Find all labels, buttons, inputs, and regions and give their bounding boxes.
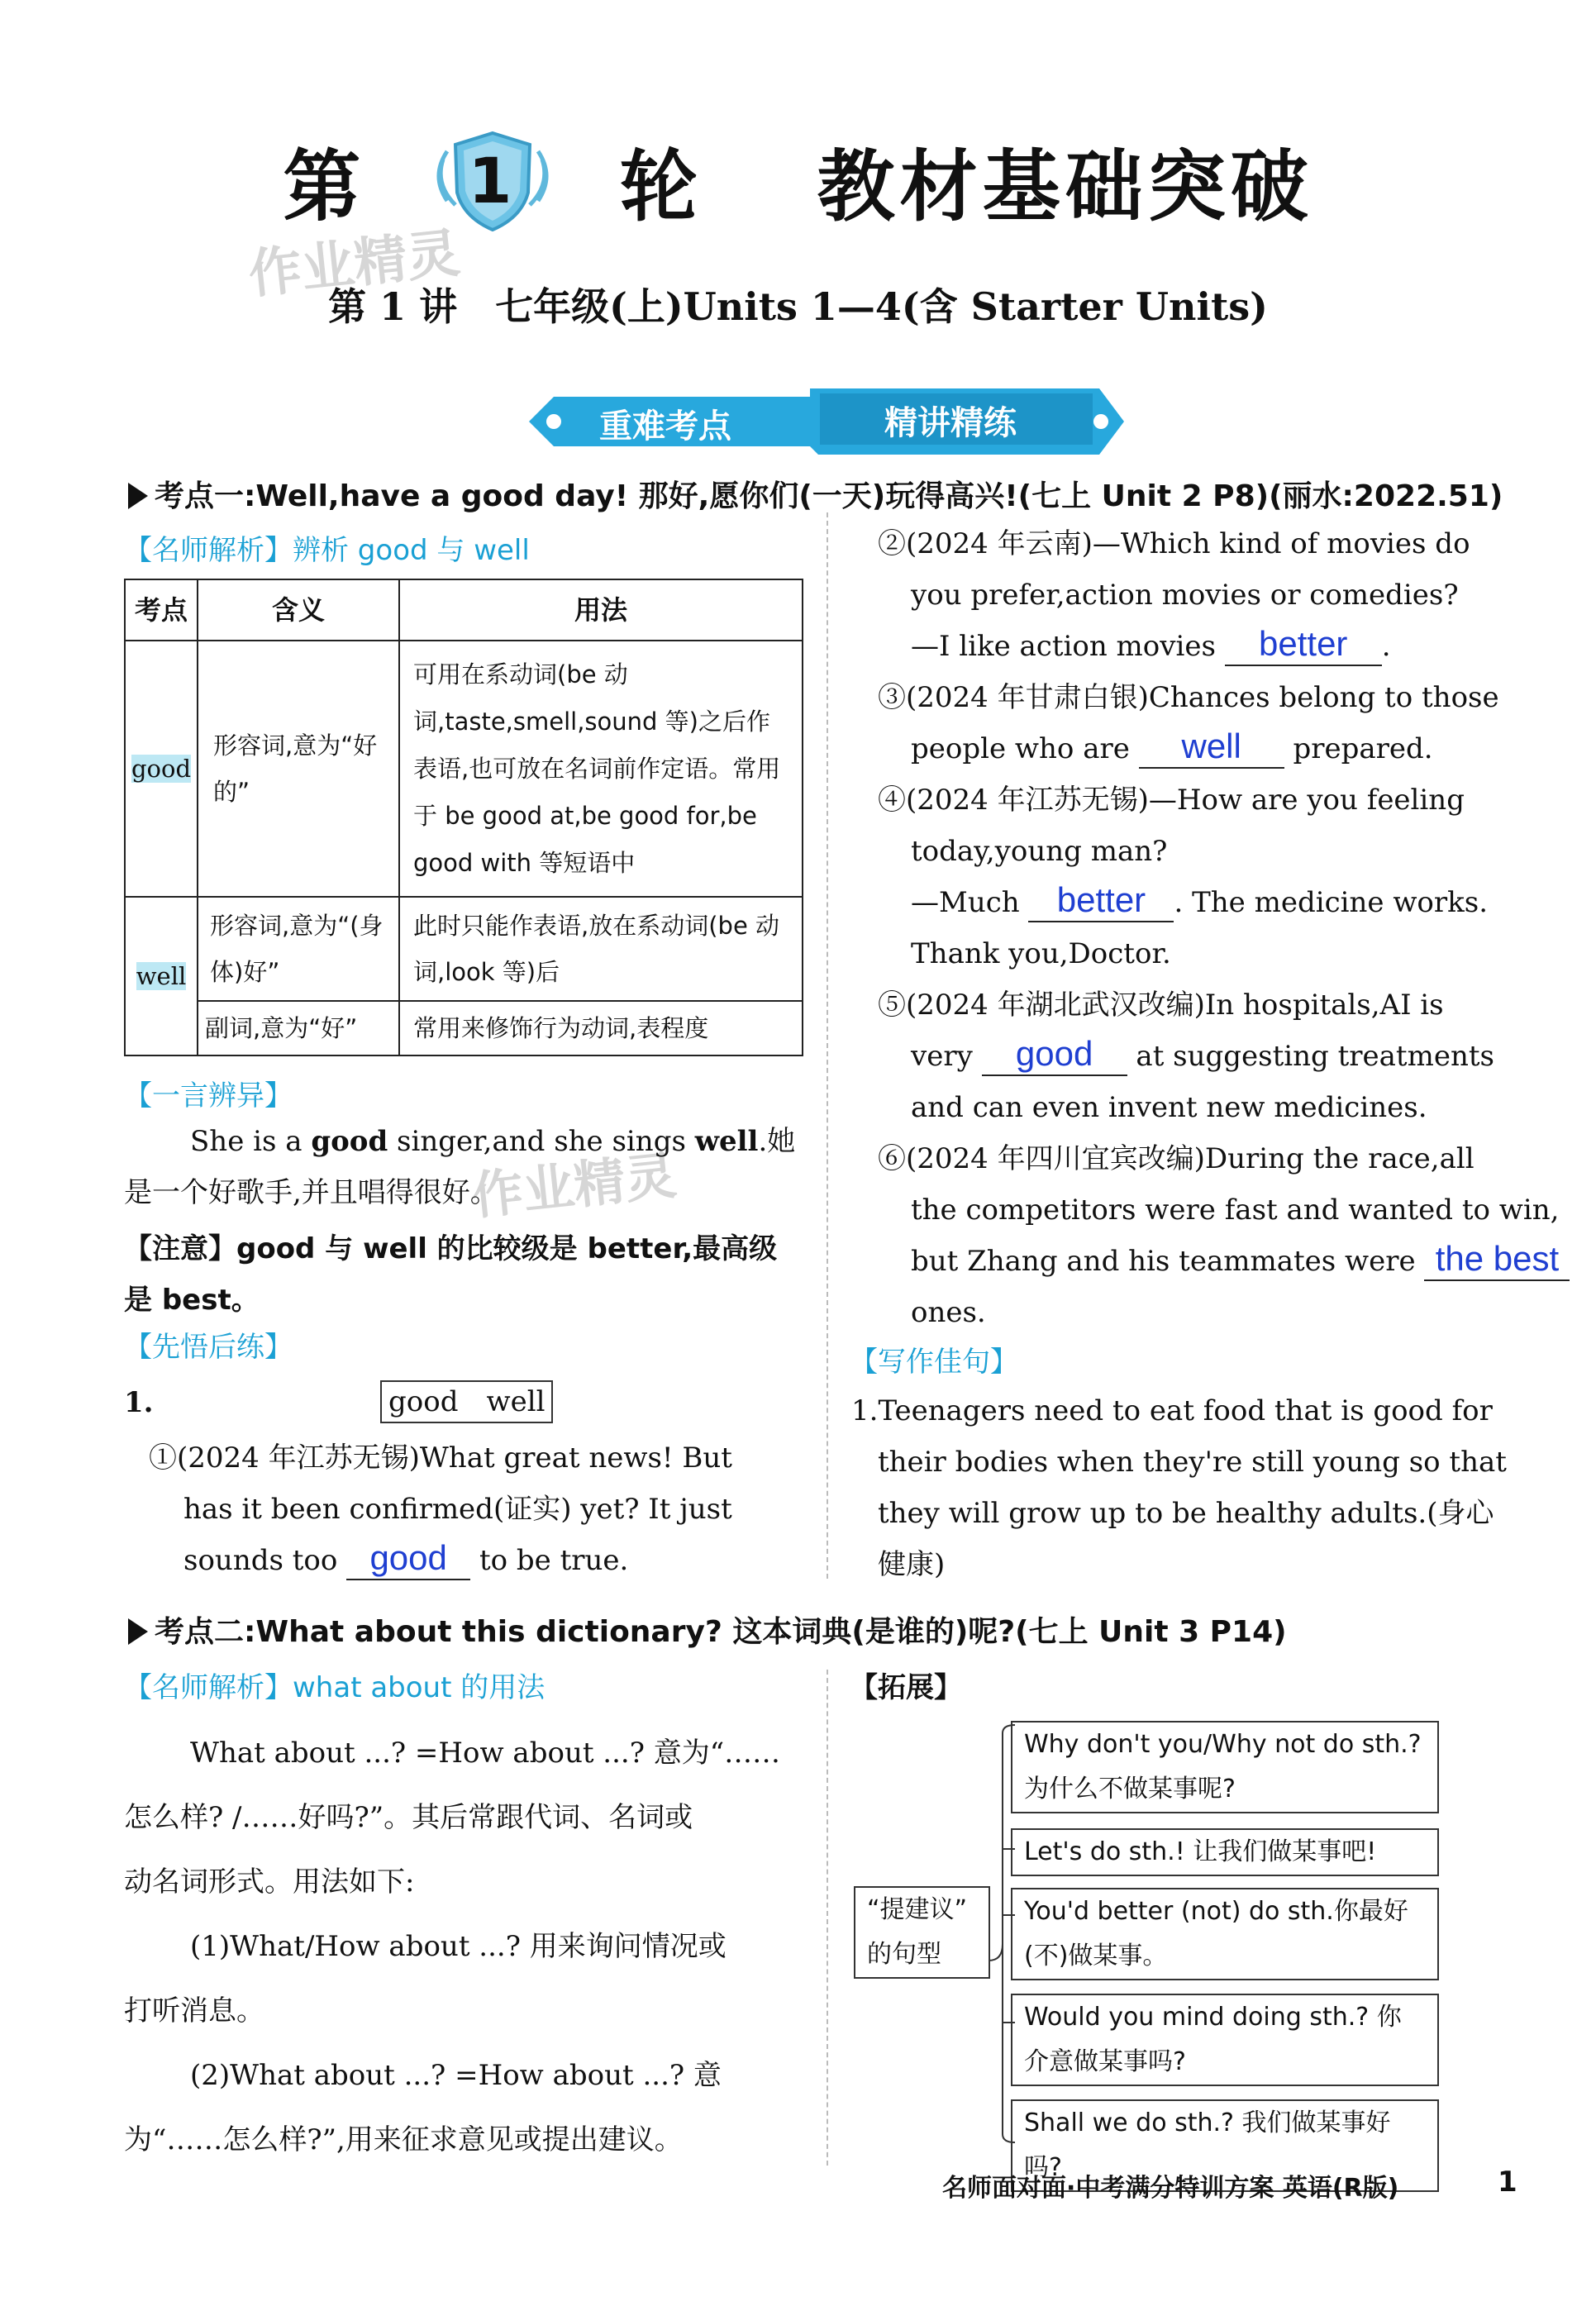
example-sentence: She is a good singer,and she sings well.她是一个好歌手,并且唱得很好。 <box>124 1125 796 1209</box>
table-header-row <box>125 579 803 641</box>
q6-line-c: but Zhang and his teammates were the best <box>911 1236 1570 1287</box>
kp2-p4: (1)What/How about ...? 用来询问情况或 <box>190 1930 727 1963</box>
title-main: 教材基础突破 <box>817 141 1313 232</box>
writing-line-a: 1.Teenagers need to eat food that is good for <box>851 1394 1493 1427</box>
page-number: 1 <box>1498 2166 1517 2199</box>
q2-line-c: —I like action movies better . <box>911 621 1391 672</box>
writing-line-c: they will grow up to be healthy adults.(身心 <box>878 1497 1494 1530</box>
kp1-tag-distinguish: 【一言辨异】 <box>124 1079 293 1113</box>
footer-text: 名师面对面·中考满分特训方案 英语(R版) <box>942 2174 1399 2203</box>
q6-line-a: ⑥(2024 年四川宜宾改编)During the race,all <box>878 1142 1475 1175</box>
kp2-heading: 考点二:What about this dictionary? 这本词典(是谁的)呢?(七上 Unit 3 P14) <box>128 1608 1287 1651</box>
page-title <box>0 124 1596 231</box>
answer-1: good <box>346 1537 470 1580</box>
cell-well-usage-2: 常用来修饰行为动词,表程度 <box>399 1001 803 1055</box>
suggestion-box-5: Shall we do sth.? 我们做某事好吗? <box>1011 2099 1439 2192</box>
kp2-p7: 为“……怎么样?”,用来征求意见或提出建议。 <box>124 2123 683 2156</box>
triangle-icon <box>128 1618 148 1645</box>
suggestion-mindmap <box>850 1713 1445 2182</box>
banner-left-label: 重难考点 <box>599 407 731 446</box>
table-row-well-2 <box>125 1001 803 1055</box>
suggestion-box-2: Let's do sth.! 让我们做某事吧! <box>1011 1828 1439 1876</box>
q6-line-b: the competitors were fast and wanted to win, <box>911 1194 1560 1227</box>
q3-line-b: people who are well prepared. <box>911 723 1433 774</box>
th-point: 考点 <box>125 579 198 641</box>
badge-number: 1 <box>468 143 517 217</box>
cell-good-meaning: 形容词,意为“好的” <box>198 641 399 897</box>
answer-6: the best <box>1424 1238 1570 1281</box>
triangle-icon <box>128 483 148 509</box>
center-label: “提建议” 的句型 <box>854 1886 990 1979</box>
page-subtitle: 第 1 讲 七年级(上)Units 1—4(含 Starter Units) <box>328 284 1268 329</box>
kp2-p5: 打听消息。 <box>124 1994 264 2027</box>
column-divider <box>827 512 828 1579</box>
title-left: 第 <box>283 141 366 232</box>
q5-line-a: ⑤(2024 年湖北武汉改编)In hospitals,AI is <box>878 989 1444 1022</box>
kp2-body <box>124 1721 803 2172</box>
q2-line-a: ②(2024 年云南)—Which kind of movies do <box>878 527 1470 560</box>
suggestion-box-1: Why don't you/Why not do sth.? 为什么不做某事呢? <box>1011 1721 1439 1813</box>
kp2-p1: What about ...? =How about ...? 意为“…… <box>190 1737 781 1770</box>
writing-line-b: their bodies when they're still young so that <box>878 1446 1507 1479</box>
kp1-heading: 考点一:Well,have a good day! 那好,愿你们(一天)玩得高兴!(七上 Unit 2 P8)(丽水:2022.51) <box>128 473 1503 515</box>
answer-2: better <box>1225 623 1382 666</box>
watermark: 作业精灵 <box>245 222 463 307</box>
th-meaning: 含义 <box>198 579 399 641</box>
q4-line-a: ④(2024 年江苏无锡)—How are you feeling <box>878 784 1465 817</box>
comparison-table <box>124 579 803 1056</box>
answer-3: well <box>1139 726 1284 769</box>
table-row-well-1 <box>125 897 803 1001</box>
banner-right-label: 精讲精练 <box>884 404 1017 442</box>
q3-line-a: ③(2024 年甘肃白银)Chances belong to those <box>878 681 1499 714</box>
kp2-tag-analysis: 【名师解析】what about 的用法 <box>124 1671 545 1704</box>
kp2-p3: 动名词形式。用法如下: <box>124 1865 415 1899</box>
q5-line-c: and can even invent new medicines. <box>911 1091 1427 1124</box>
section-banner <box>529 388 1124 455</box>
cell-well-meaning-1: 形容词,意为“(身体)好” <box>198 897 399 1001</box>
q4-line-d: Thank you,Doctor. <box>911 937 1171 970</box>
watermark-2: 作业精灵 <box>469 1145 679 1227</box>
kp2-p2: 怎么样? /……好吗?”。其后常跟代词、名词或 <box>124 1801 693 1834</box>
suggestion-box-3: You'd better (not) do sth.你最好 (不)做某事。 <box>1011 1888 1439 1980</box>
q1-1-line-a: ①(2024 年江苏无锡)What great news! But <box>149 1441 732 1475</box>
cell-good-word: good <box>131 755 192 783</box>
note-text: 【注意】good 与 well 的比较级是 better,最高级是 best。 <box>124 1232 778 1317</box>
cell-well-meaning-2: 副词,意为“好” <box>198 1001 399 1055</box>
answer-5: good <box>982 1033 1127 1076</box>
kp1-tag-writing: 【写作佳句】 <box>850 1346 1018 1379</box>
kp1-tag-practice: 【先悟后练】 <box>124 1331 293 1364</box>
th-usage: 用法 <box>399 579 803 641</box>
cell-well-usage-1: 此时只能作表语,放在系动词(be 动词,look 等)后 <box>399 897 803 1001</box>
word-box: good well <box>380 1380 553 1423</box>
table-row-good <box>125 641 803 897</box>
q1-1-line-c: sounds too good to be true. <box>183 1535 628 1586</box>
cell-well-word: well <box>136 962 187 990</box>
q1-number: 1. <box>124 1386 154 1419</box>
suggestion-box-4: Would you mind doing sth.? 你 介意做某事吗? <box>1011 1994 1439 2086</box>
title-right: 轮 <box>619 141 703 232</box>
kp1-tag-analysis: 【名师解析】辨析 good 与 well <box>124 534 530 567</box>
kp2-tag-extend: 【拓展】 <box>850 1671 962 1704</box>
q6-line-d: ones. <box>911 1296 986 1329</box>
kp2-p6: (2)What about ...? =How about ...? 意 <box>190 2059 722 2092</box>
column-divider-2 <box>827 1670 828 2166</box>
q4-line-c: —Much better . The medicine works. <box>911 877 1488 928</box>
q2-line-b: you prefer,action movies or comedies? <box>911 579 1459 612</box>
q4-line-b: today,young man? <box>911 835 1168 868</box>
answer-4: better <box>1028 879 1174 922</box>
q1-1-line-b: has it been confirmed(证实) yet? It just <box>183 1493 732 1526</box>
writing-line-d: 健康) <box>878 1548 946 1581</box>
cell-good-usage: 可用在系动词(be 动词,taste,smell,sound 等)之后作表语,也可放在名词前作定语。常用于 be good at,be good for,be good with 等短语中 <box>399 641 803 897</box>
q5-line-b: very good at suggesting treatments <box>911 1031 1494 1082</box>
